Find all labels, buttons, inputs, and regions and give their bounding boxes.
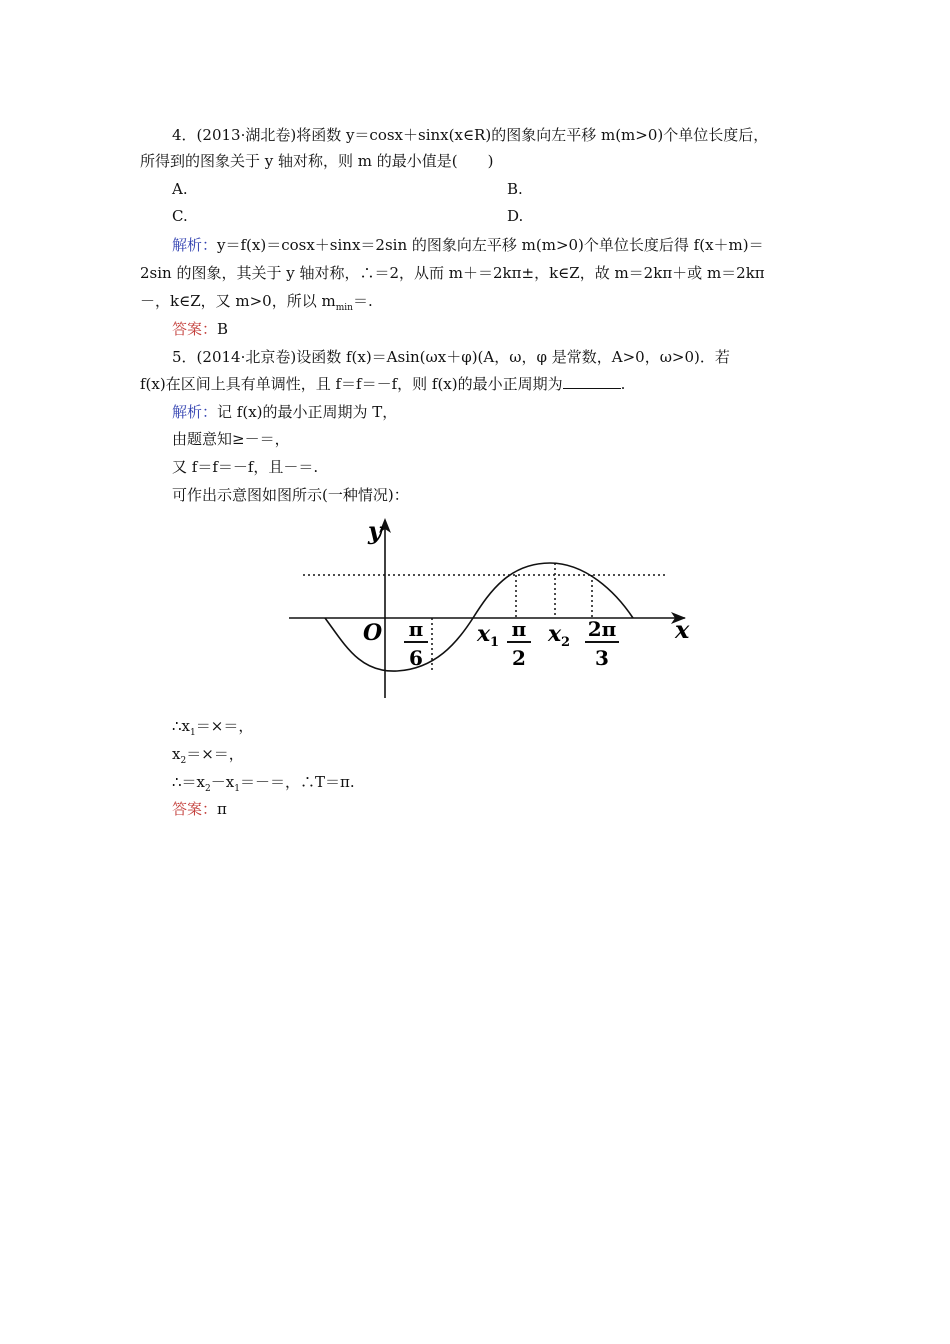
step-1-sub: 1 — [190, 728, 196, 738]
q4-jiexi-label: 解析： — [172, 236, 218, 254]
step-1-a: ∴x — [172, 717, 191, 735]
q5-line-1: 5．(2014·北京卷)设函数 f(x)＝Asin(ωx＋φ)(A，ω，φ 是常数，A>0，ω>0)．若 — [172, 348, 730, 366]
step-3-sub-2: 1 — [234, 784, 240, 794]
q5-line-2-end: . — [620, 375, 626, 393]
x2-label: x — [548, 621, 562, 647]
tick3-numerator: 2π — [587, 617, 617, 641]
q4-jiexi-line-3 — [140, 290, 373, 319]
q5-answer — [172, 798, 227, 820]
q4-jiexi-text-1: y＝f(x)＝cosx＋sinx＝2sin 的图象向左平移 m(m>0)个单位长度后得 f(x＋m)＝ — [217, 236, 764, 254]
q4-option-d: D. — [507, 207, 524, 225]
q4-option-b: B. — [507, 180, 523, 198]
q4-min-sub: min — [335, 303, 353, 313]
step-2-sub: 2 — [180, 756, 187, 766]
x1-subscript: 1 — [490, 635, 500, 650]
q4-answer-label: 答案： — [172, 320, 218, 338]
q4-answer-value: B — [217, 320, 229, 338]
q5-jiexi-line-1 — [172, 401, 397, 423]
step-1-b: ＝×＝， — [195, 717, 254, 735]
tick2-numerator: π — [511, 617, 527, 641]
q4-answer — [172, 318, 228, 340]
q5-jiexi-label: 解析： — [172, 403, 218, 421]
step-3-sub-1: 2 — [205, 784, 211, 794]
step-2-a: x — [172, 745, 181, 763]
tick3-denominator: 3 — [595, 646, 609, 670]
q4-jiexi-line-1 — [172, 234, 764, 256]
tick2-denominator: 2 — [512, 646, 526, 670]
step-2-b: ＝×＝， — [186, 745, 244, 763]
step-2 — [172, 743, 244, 772]
y-label: y — [368, 516, 382, 545]
step-3-a: ∴＝x — [172, 773, 206, 791]
q4-option-c: C. — [172, 207, 188, 225]
tick1-numerator: π — [408, 617, 424, 641]
step-1 — [172, 715, 253, 744]
step-3-b: －x — [210, 773, 235, 791]
q5-line-l3: 又 f＝f＝－f，且－＝. — [172, 458, 319, 476]
x1-label: x — [477, 621, 491, 647]
step-3-c: ＝－＝，∴T＝π. — [239, 773, 355, 791]
q4-line-2: 所得到的图象关于 y 轴对称，则 m 的最小值是( ) — [140, 152, 494, 170]
x-label: x — [675, 615, 690, 644]
q5-jiexi-text-1: 记 f(x)的最小正周期为 T， — [217, 403, 398, 421]
step-3 — [172, 771, 355, 800]
q5-line-2 — [140, 373, 625, 395]
origin-label: O — [363, 620, 383, 646]
sine-figure — [285, 513, 695, 703]
q4-jiexi-text-3-end: ＝. — [352, 292, 373, 310]
q5-answer-label: 答案： — [172, 800, 218, 818]
x2-subscript: 2 — [561, 635, 571, 650]
q5-line-2-text: f(x)在区间上具有单调性，且 f＝f＝－f，则 f(x)的最小正周期为 — [140, 375, 563, 393]
q5-answer-value: π — [217, 800, 227, 818]
q4-jiexi-text-3: －，k∈Z，又 m>0，所以 m — [140, 292, 336, 310]
q5-line-l2: 由题意知≥－＝， — [172, 430, 290, 448]
answer-blank — [563, 374, 621, 389]
q5-line-l4: 可作出示意图如图所示(一种情况)： — [172, 486, 409, 504]
tick1-denominator: 6 — [409, 646, 423, 670]
q4-line-1: 4．(2013·湖北卷)将函数 y＝cosx＋sinx(x∈R)的图象向左平移 m(m>0)个单位长度后， — [172, 126, 769, 144]
q4-jiexi-line-2: 2sin 的图象，其关于 y 轴对称，∴＝2，从而 m＋＝2kπ±，k∈Z，故 m＝2kπ＋或 m＝2kπ — [140, 264, 765, 282]
q4-option-a: A. — [172, 180, 188, 198]
